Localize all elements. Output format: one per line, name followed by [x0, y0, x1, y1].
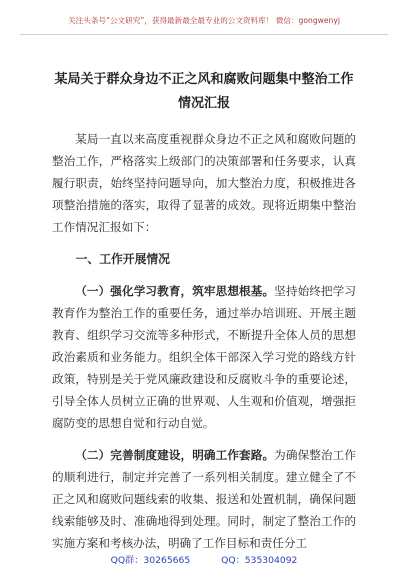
item-2-text: 为确保整治工作的顺利进行，制定并完善了一系列相关制度。建立健全了不正之风和腐败问题线索的收集、报送和处置机制，确保问题线索能够及时、准确地得到处理。同时，制定了整治工作的实施方案和考核办法，明确了工作目标和责任分工: [52, 448, 356, 550]
item-1-text: 坚持始终把学习教育作为整治工作的重要任务，通过举办培训班、开展主题教育、组织学习交流等多种形式，不断提升全体人员的思想政治素质和业务能力。组织全体干部深入学习党的路线方针政策，特别是关于党风廉政建设和反腐败斗争的重要论述，引导全体人员树立正确的世界观、人生观和价值观，增强拒腐防变的思想自觉和行动自觉。: [52, 284, 356, 430]
item-2-paragraph: [52, 444, 356, 554]
item-1-paragraph: [52, 280, 356, 434]
section-heading: 一、工作开展情况: [75, 252, 170, 266]
footer-qq-group: QQ群：30265665: [110, 555, 191, 566]
item-1-lead: （一）强化学习教育，筑牢思想根基。: [75, 284, 275, 298]
footer-contact: [20, 554, 388, 568]
document-title: 某局关于群众身边不正之风和腐败问题集中整治工作情况汇报: [54, 72, 354, 111]
document-body: [52, 128, 356, 564]
item-2-lead: （二）完善制度建设，明确工作套路。: [75, 448, 275, 462]
header-banner: 关注头条号“公文研究”，获得最新最全最专业的公文资料库！ 微信：gongwenyj: [68, 16, 340, 25]
footer-qq: QQ：535304092: [221, 555, 298, 566]
header-divider: [20, 34, 388, 35]
intro-paragraph: 某局一直以来高度重视群众身边不正之风和腐败问题的整治工作，严格落实上级部门的决策部署和任务要求，认真履行职责，始终坚持问题导向，加大整治力度，积极推进各项整治措施的落实，取得了显著的成效。现将近期集中整治工作情况汇报如下：: [52, 132, 356, 234]
